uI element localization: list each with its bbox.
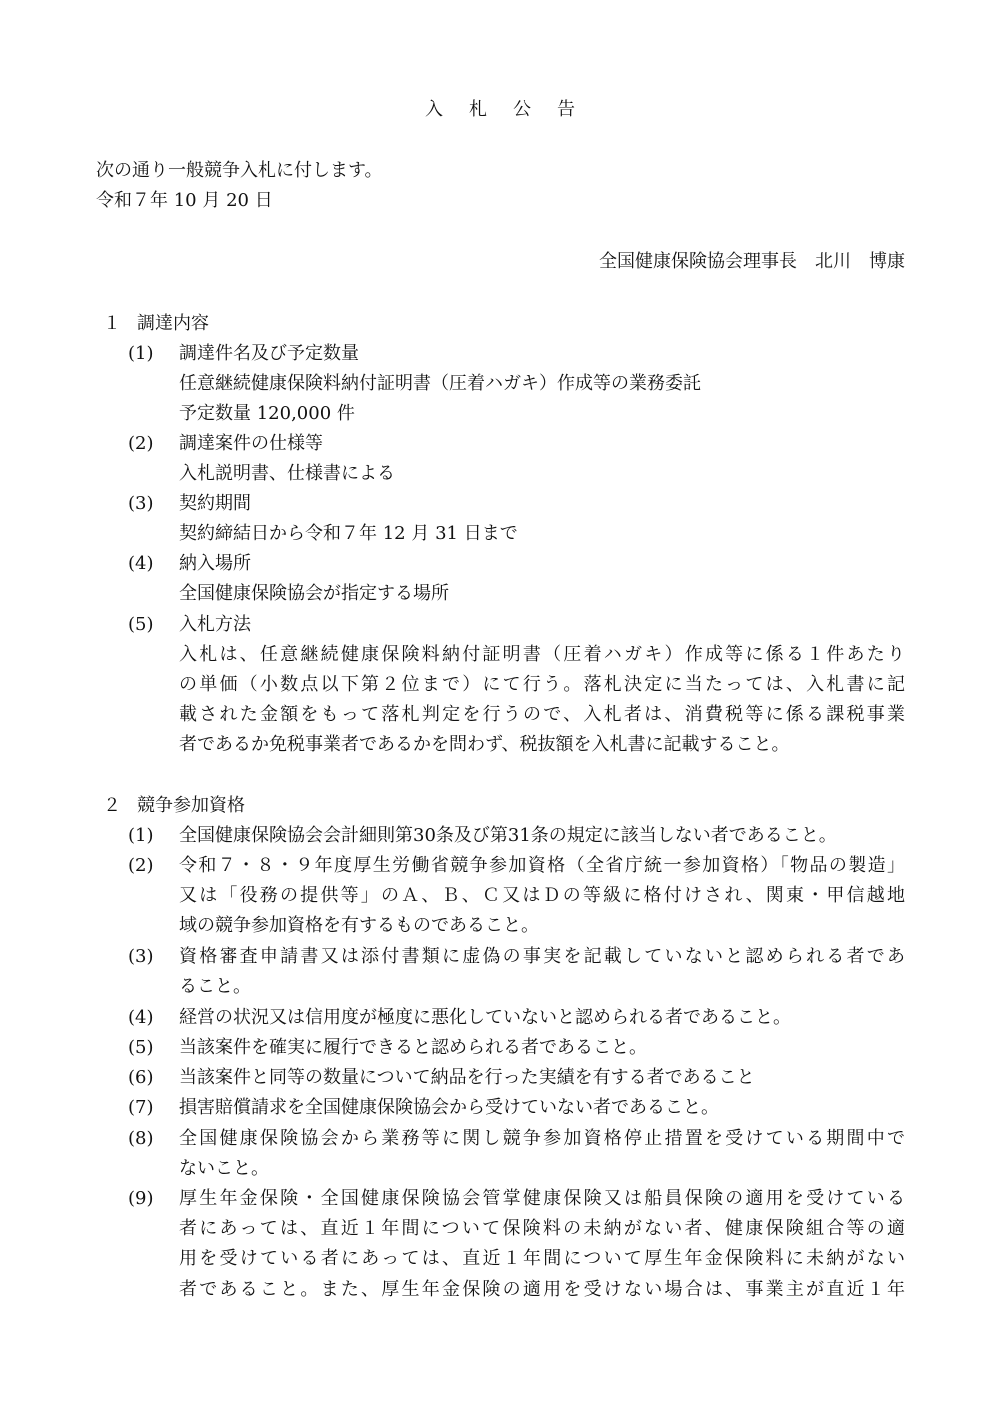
item-number: (3) bbox=[128, 946, 154, 967]
item-text: 令和７・８・９年度厚生労働省競争参加資格（全省庁統一参加資格）「物品の製造」 bbox=[179, 855, 905, 876]
item-text: ないこと。 bbox=[179, 1158, 269, 1179]
item-number: (5) bbox=[128, 1037, 154, 1058]
title-char: 告 bbox=[557, 99, 575, 120]
item-text: 予定数量 120,000 件 bbox=[179, 403, 355, 424]
section-heading: 競争参加資格 bbox=[137, 795, 245, 816]
item-text: 域の競争参加資格を有するものであること。 bbox=[179, 915, 539, 936]
item-text: 載された金額をもって落札判定を行うので、入札者は、消費税等に係る課税事業 bbox=[179, 704, 905, 725]
item-label: 納入場所 bbox=[179, 553, 251, 574]
item-text: 全国健康保険協会会計細則第30条及び第31条の規定に該当しない者であること。 bbox=[179, 825, 837, 846]
item-text: 又は「役務の提供等」のＡ、Ｂ、Ｃ又はＤの等級に格付けされ、関東・甲信越地 bbox=[179, 885, 905, 906]
item-text: 資格審査申請書又は添付書類に虚偽の事実を記載していないと認められる者であ bbox=[179, 946, 905, 967]
item-text: 者であるか免税事業者であるかを問わず、税抜額を入札書に記載すること。 bbox=[179, 734, 790, 755]
item-text: 全国健康保険協会から業務等に関し競争参加資格停止措置を受けている期間中で bbox=[179, 1128, 905, 1149]
notice-date: 令和７年 10 月 20 日 bbox=[96, 190, 273, 211]
section-number: １ bbox=[103, 313, 121, 334]
item-number: (5) bbox=[128, 614, 154, 635]
document-title bbox=[0, 98, 1000, 122]
item-number: (9) bbox=[128, 1188, 154, 1209]
item-number: (2) bbox=[128, 855, 154, 876]
item-number: (4) bbox=[128, 553, 154, 574]
item-text: 用を受けている者にあっては、直近１年間について厚生年金保険料に未納がない bbox=[179, 1248, 905, 1269]
item-text: ること。 bbox=[179, 976, 251, 997]
item-label: 調達件名及び予定数量 bbox=[179, 343, 359, 364]
item-text: の単価（小数点以下第２位まで）にて行う。落札決定に当たっては、入札書に記 bbox=[179, 674, 905, 695]
section-number: ２ bbox=[103, 795, 121, 816]
item-text: 者にあっては、直近１年間について保険料の未納がない者、健康保険組合等の適 bbox=[179, 1218, 905, 1239]
item-text: 全国健康保険協会が指定する場所 bbox=[179, 583, 449, 604]
item-text: 者であること。また、厚生年金保険の適用を受けない場合は、事業主が直近１年 bbox=[179, 1279, 905, 1300]
item-number: (1) bbox=[128, 343, 154, 364]
item-text: 当該案件と同等の数量について納品を行った実績を有する者であること bbox=[179, 1067, 755, 1088]
intro-text: 次の通り一般競争入札に付します。 bbox=[96, 160, 383, 181]
section-heading: 調達内容 bbox=[137, 313, 209, 334]
item-text: 当該案件を確実に履行できると認められる者であること。 bbox=[179, 1037, 647, 1058]
title-char: 入 bbox=[425, 99, 443, 120]
item-text: 厚生年金保険・全国健康保険協会管掌健康保険又は船員保険の適用を受けている bbox=[179, 1188, 905, 1209]
item-text: 契約締結日から令和７年 12 月 31 日まで bbox=[179, 523, 518, 544]
item-number: (3) bbox=[128, 493, 154, 514]
item-number: (2) bbox=[128, 433, 154, 454]
issuer: 全国健康保険協会理事長 北川 博康 bbox=[599, 251, 905, 272]
item-text: 入札は、任意継続健康保険料納付証明書（圧着ハガキ）作成等に係る１件あたり bbox=[179, 644, 905, 665]
title-char: 札 bbox=[469, 99, 487, 120]
item-label: 調達案件の仕様等 bbox=[179, 433, 323, 454]
title-char: 公 bbox=[513, 99, 531, 120]
item-number: (4) bbox=[128, 1007, 154, 1028]
item-number: (7) bbox=[128, 1097, 154, 1118]
item-label: 入札方法 bbox=[179, 614, 251, 635]
item-text: 経営の状況又は信用度が極度に悪化していないと認められる者であること。 bbox=[179, 1007, 791, 1028]
item-text: 任意継続健康保険料納付証明書（圧着ハガキ）作成等の業務委託 bbox=[179, 373, 701, 394]
item-number: (1) bbox=[128, 825, 154, 846]
item-number: (8) bbox=[128, 1128, 154, 1149]
item-label: 契約期間 bbox=[179, 493, 251, 514]
item-text: 入札説明書、仕様書による bbox=[179, 463, 395, 484]
item-text: 損害賠償請求を全国健康保険協会から受けていない者であること。 bbox=[179, 1097, 719, 1118]
item-number: (6) bbox=[128, 1067, 154, 1088]
